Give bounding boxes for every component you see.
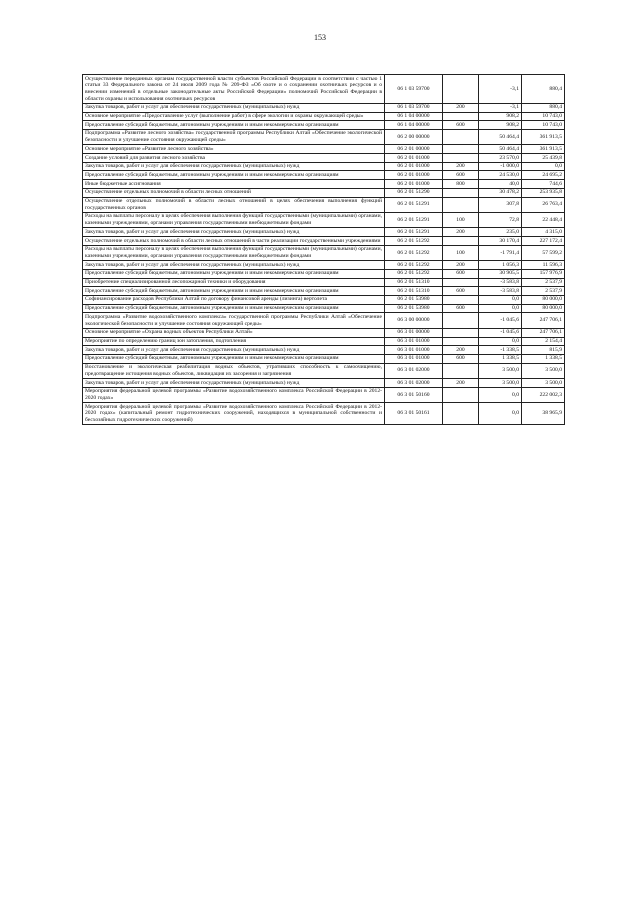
table-row <box>83 154 565 163</box>
target-article-cell: 06 1 04 00000 <box>385 112 443 121</box>
expense-type-cell <box>443 75 479 104</box>
target-article-cell: 06 1 03 59700 <box>385 103 443 112</box>
change-amount-cell: -3,1 <box>479 103 522 112</box>
change-amount-cell: 50 464,4 <box>479 129 522 144</box>
row-name-cell: Подпрограмма «Развитие лесного хозяйства» государственной программы Республики Алтай «Обеспечение экологической безопасности и улучшение состояния окружающей среды» <box>83 129 385 144</box>
change-amount-cell: -1 000,0 <box>479 162 522 171</box>
expense-type-cell: 600 <box>443 287 479 296</box>
table-row <box>83 261 565 270</box>
expense-type-cell <box>443 295 479 304</box>
total-amount-cell: 2 537,9 <box>522 278 565 287</box>
change-amount-cell: -3 583,8 <box>479 278 522 287</box>
total-amount-cell: 227 172,4 <box>522 237 565 246</box>
target-article-cell: 06 1 04 00000 <box>385 121 443 130</box>
target-article-cell: 06 3 01 50160 <box>385 387 443 402</box>
total-amount-cell: 24 695,2 <box>522 171 565 180</box>
row-name-cell: Предоставление субсидий бюджетным, автономным учреждениям и иным некоммерческим организациям <box>83 269 385 278</box>
target-article-cell: 06 3 01 02000 <box>385 363 443 378</box>
target-article-cell: 06 2 01 51290 <box>385 188 443 197</box>
change-amount-cell: 3 500,0 <box>479 363 522 378</box>
total-amount-cell: 26 763,4 <box>522 197 565 212</box>
table-row <box>83 379 565 388</box>
row-name-cell: Восстановление и экологическая реабилитация водных объектов, утративших способность к самоочищению, предотвращение истощения водных объектов, ликвидация их засорения и загрязнения <box>83 363 385 378</box>
table-row <box>83 337 565 346</box>
target-article-cell: 06 3 01 01000 <box>385 337 443 346</box>
target-article-cell: 06 2 01 51310 <box>385 287 443 296</box>
table-row <box>83 387 565 402</box>
table-row <box>83 129 565 144</box>
table-row <box>83 228 565 237</box>
total-amount-cell: 80 000,0 <box>522 295 565 304</box>
change-amount-cell: 3 500,0 <box>479 379 522 388</box>
table-row <box>83 188 565 197</box>
expense-type-cell <box>443 129 479 144</box>
change-amount-cell: 908,2 <box>479 112 522 121</box>
total-amount-cell: 222 002,3 <box>522 387 565 402</box>
row-name-cell: Осуществление отдельных полномочий в области лесных отношений <box>83 188 385 197</box>
target-article-cell: 06 2 01 01000 <box>385 171 443 180</box>
target-article-cell: 06 3 01 50161 <box>385 403 443 425</box>
change-amount-cell: 908,2 <box>479 121 522 130</box>
target-article-cell: 06 2 01 00000 <box>385 145 443 154</box>
target-article-cell: 06 2 01 51292 <box>385 261 443 270</box>
expense-type-cell: 600 <box>443 304 479 313</box>
total-amount-cell: 0,0 <box>522 162 565 171</box>
target-article-cell: 06 2 01 01000 <box>385 154 443 163</box>
change-amount-cell: 24 530,0 <box>479 171 522 180</box>
total-amount-cell: 11 596,3 <box>522 261 565 270</box>
row-name-cell: Предоставление субсидий бюджетным, автономным учреждениям и иным некоммерческим организациям <box>83 354 385 363</box>
total-amount-cell: 57 599,2 <box>522 245 565 260</box>
target-article-cell: 06 2 01 53980 <box>385 304 443 313</box>
row-name-cell: Приобретение специализированной лесопожарной техники и оборудования <box>83 278 385 287</box>
target-article-cell: 06 2 01 51292 <box>385 245 443 260</box>
row-name-cell: Осуществление отдельных полномочий в области лесных отношений в целях обеспечения выполнения функций государственных органов <box>83 197 385 212</box>
table-row <box>83 313 565 328</box>
total-amount-cell: 253 935,8 <box>522 188 565 197</box>
table-row <box>83 278 565 287</box>
table-row <box>83 363 565 378</box>
total-amount-cell: 1 338,5 <box>522 354 565 363</box>
change-amount-cell: 1 338,5 <box>479 354 522 363</box>
change-amount-cell: 72,8 <box>479 212 522 227</box>
target-article-cell: 06 2 01 51292 <box>385 269 443 278</box>
change-amount-cell: 0,0 <box>479 295 522 304</box>
row-name-cell: Подпрограмма «Развитие водохозяйственного комплекса» государственной программы Республики Алтай «Обеспечение экологической безопасности и улучшение состояния окружающей среды» <box>83 313 385 328</box>
table-row <box>83 121 565 130</box>
expense-type-cell <box>443 112 479 121</box>
row-name-cell: Закупка товаров, работ и услуг для обеспечения государственных (муниципальных) нужд <box>83 103 385 112</box>
expense-type-cell: 200 <box>443 103 479 112</box>
target-article-cell: 06 2 01 51291 <box>385 197 443 212</box>
expense-type-cell <box>443 188 479 197</box>
row-name-cell: Предоставление субсидий бюджетным, автономным учреждениям и иным некоммерческим организациям <box>83 171 385 180</box>
total-amount-cell: 880,4 <box>522 75 565 104</box>
change-amount-cell: -3,1 <box>479 75 522 104</box>
row-name-cell: Иные бюджетные ассигнования <box>83 180 385 189</box>
row-name-cell: Мероприятия федеральной целевой программы «Развитие водохозяйственного комплекса Российской Федерации в 2012-2020 годах» <box>83 387 385 402</box>
total-amount-cell: 2 154,4 <box>522 337 565 346</box>
row-name-cell: Закупка товаров, работ и услуг для обеспечения государственных (муниципальных) нужд <box>83 228 385 237</box>
table-row <box>83 304 565 313</box>
change-amount-cell: 30 170,4 <box>479 237 522 246</box>
total-amount-cell: 361 913,5 <box>522 145 565 154</box>
table-row <box>83 75 565 104</box>
total-amount-cell: 247 706,1 <box>522 328 565 337</box>
row-name-cell: Расходы на выплаты персоналу в целях обеспечения выполнения функций государственными (муниципальными) органами, казенными учреждениями, органами управления государственными внебюджетными фондами <box>83 245 385 260</box>
change-amount-cell: 40,0 <box>479 180 522 189</box>
total-amount-cell: 880,4 <box>522 103 565 112</box>
expense-type-cell: 600 <box>443 269 479 278</box>
change-amount-cell: 30 478,2 <box>479 188 522 197</box>
expense-type-cell: 600 <box>443 121 479 130</box>
expense-type-cell: 200 <box>443 261 479 270</box>
expense-type-cell: 100 <box>443 212 479 227</box>
total-amount-cell: 815,9 <box>522 346 565 355</box>
total-amount-cell: 3 500,0 <box>522 363 565 378</box>
row-name-cell: Основное мероприятие «Предоставление услуг (выполнение работ) в сфере экологии и охраны окружающей среды» <box>83 112 385 121</box>
change-amount-cell: 50 464,4 <box>479 145 522 154</box>
row-name-cell: Основное мероприятие «Развитие лесного хозяйства» <box>83 145 385 154</box>
total-amount-cell: 10 743,0 <box>522 121 565 130</box>
target-article-cell: 06 2 00 00000 <box>385 129 443 144</box>
target-article-cell: 06 2 01 53980 <box>385 295 443 304</box>
row-name-cell: Расходы на выплаты персоналу в целях обеспечения выполнения функций государственными (муниципальными) органами, казенными учреждениями, органами управления государственными внебюджетными фондами <box>83 212 385 227</box>
total-amount-cell: 80 000,0 <box>522 304 565 313</box>
table-row <box>83 328 565 337</box>
target-article-cell: 06 3 01 02000 <box>385 379 443 388</box>
expense-type-cell <box>443 387 479 402</box>
target-article-cell: 06 3 01 01000 <box>385 354 443 363</box>
row-name-cell: Основное мероприятие «Охрана водных объектов Республики Алтай» <box>83 328 385 337</box>
expense-type-cell <box>443 403 479 425</box>
change-amount-cell: 307,8 <box>479 197 522 212</box>
change-amount-cell: 23 570,0 <box>479 154 522 163</box>
target-article-cell: 06 1 03 59700 <box>385 75 443 104</box>
expense-type-cell <box>443 197 479 212</box>
change-amount-cell: 30 905,5 <box>479 269 522 278</box>
change-amount-cell: 0,0 <box>479 403 522 425</box>
expense-type-cell <box>443 145 479 154</box>
target-article-cell: 06 3 01 01000 <box>385 346 443 355</box>
table-row <box>83 212 565 227</box>
row-name-cell: Софинансирование расходов Республики Алтай по договору финансовой аренды (лизинга) вертолета <box>83 295 385 304</box>
change-amount-cell: 235,0 <box>479 228 522 237</box>
expense-type-cell: 200 <box>443 228 479 237</box>
change-amount-cell: 0,0 <box>479 304 522 313</box>
row-name-cell: Осуществление отдельных полномочий в области лесных отношений в части реализации государственными учреждениями <box>83 237 385 246</box>
change-amount-cell: -3 583,8 <box>479 287 522 296</box>
expense-type-cell: 600 <box>443 354 479 363</box>
table-row <box>83 180 565 189</box>
total-amount-cell: 22 448,4 <box>522 212 565 227</box>
row-name-cell: Закупка товаров, работ и услуг для обеспечения государственных (муниципальных) нужд <box>83 162 385 171</box>
expense-type-cell: 200 <box>443 379 479 388</box>
expense-type-cell <box>443 237 479 246</box>
expense-type-cell: 200 <box>443 162 479 171</box>
total-amount-cell: 744,6 <box>522 180 565 189</box>
target-article-cell: 06 3 00 00000 <box>385 313 443 328</box>
expense-type-cell <box>443 154 479 163</box>
expense-type-cell: 800 <box>443 180 479 189</box>
budget-table <box>82 74 565 425</box>
target-article-cell: 06 2 01 01000 <box>385 180 443 189</box>
target-article-cell: 06 3 01 00000 <box>385 328 443 337</box>
row-name-cell: Закупка товаров, работ и услуг для обеспечения государственных (муниципальных) нужд <box>83 379 385 388</box>
table-row <box>83 103 565 112</box>
expense-type-cell <box>443 278 479 287</box>
row-name-cell: Закупка товаров, работ и услуг для обеспечения государственных (муниципальных) нужд <box>83 346 385 355</box>
row-name-cell: Предоставление субсидий бюджетным, автономным учреждениям и иным некоммерческим организациям <box>83 304 385 313</box>
row-name-cell: Осуществление переданных органам государственной власти субъектов Российской Федерации в соответствии с частью 1 статьи 33 Федерального закона от 24 июля 2009 года № 209-ФЗ «Об охоте и о сохранении охотничьих ресурсов и о внесении изменений в отдельные законодательные акты Российской Федерации» полномочий Российской Федерации в области охраны и использования охотничьих ресурсов <box>83 75 385 104</box>
expense-type-cell <box>443 337 479 346</box>
target-article-cell: 06 2 01 51291 <box>385 228 443 237</box>
row-name-cell: Предоставление субсидий бюджетным, автономным учреждениям и иным некоммерческим организациям <box>83 121 385 130</box>
row-name-cell: Мероприятие по определению границ зон затопления, подтопления <box>83 337 385 346</box>
table-row <box>83 112 565 121</box>
expense-type-cell: 200 <box>443 346 479 355</box>
total-amount-cell: 4 315,0 <box>522 228 565 237</box>
table-row <box>83 287 565 296</box>
table-row <box>83 346 565 355</box>
total-amount-cell: 2 537,9 <box>522 287 565 296</box>
expense-type-cell <box>443 328 479 337</box>
row-name-cell: Создание условий для развития лесного хозяйства <box>83 154 385 163</box>
total-amount-cell: 25 439,8 <box>522 154 565 163</box>
expense-type-cell <box>443 363 479 378</box>
table-row <box>83 145 565 154</box>
change-amount-cell: -1 045,6 <box>479 313 522 328</box>
total-amount-cell: 157 976,9 <box>522 269 565 278</box>
table-row <box>83 269 565 278</box>
table-row <box>83 403 565 425</box>
change-amount-cell: 1 056,3 <box>479 261 522 270</box>
expense-type-cell: 600 <box>443 171 479 180</box>
total-amount-cell: 361 913,5 <box>522 129 565 144</box>
table-row <box>83 171 565 180</box>
total-amount-cell: 10 743,0 <box>522 112 565 121</box>
row-name-cell: Закупка товаров, работ и услуг для обеспечения государственных (муниципальных) нужд <box>83 261 385 270</box>
table-row <box>83 354 565 363</box>
table-row <box>83 197 565 212</box>
page-number: 153 <box>314 33 326 42</box>
change-amount-cell: -1 338,5 <box>479 346 522 355</box>
change-amount-cell: 0,0 <box>479 337 522 346</box>
target-article-cell: 06 2 01 51292 <box>385 237 443 246</box>
change-amount-cell: 0,0 <box>479 387 522 402</box>
change-amount-cell: -1 791,4 <box>479 245 522 260</box>
expense-type-cell: 100 <box>443 245 479 260</box>
total-amount-cell: 247 706,1 <box>522 313 565 328</box>
row-name-cell: Мероприятия федеральной целевой программы «Развитие водохозяйственного комплекса Российской Федерации в 2012-2020 годах» (капитальный ремонт гидротехнических сооружений, находящихся в муниципальной собственности и бесхозяйных гидротехнических сооружений) <box>83 403 385 425</box>
expense-type-cell <box>443 313 479 328</box>
table-row <box>83 237 565 246</box>
table-row <box>83 295 565 304</box>
target-article-cell: 06 2 01 51291 <box>385 212 443 227</box>
total-amount-cell: 3 500,0 <box>522 379 565 388</box>
row-name-cell: Предоставление субсидий бюджетным, автономным учреждениям и иным некоммерческим организациям <box>83 287 385 296</box>
target-article-cell: 06 2 01 51310 <box>385 278 443 287</box>
table-row <box>83 245 565 260</box>
table-row <box>83 162 565 171</box>
target-article-cell: 06 2 01 01000 <box>385 162 443 171</box>
change-amount-cell: -1 045,6 <box>479 328 522 337</box>
total-amount-cell: 38 965,9 <box>522 403 565 425</box>
